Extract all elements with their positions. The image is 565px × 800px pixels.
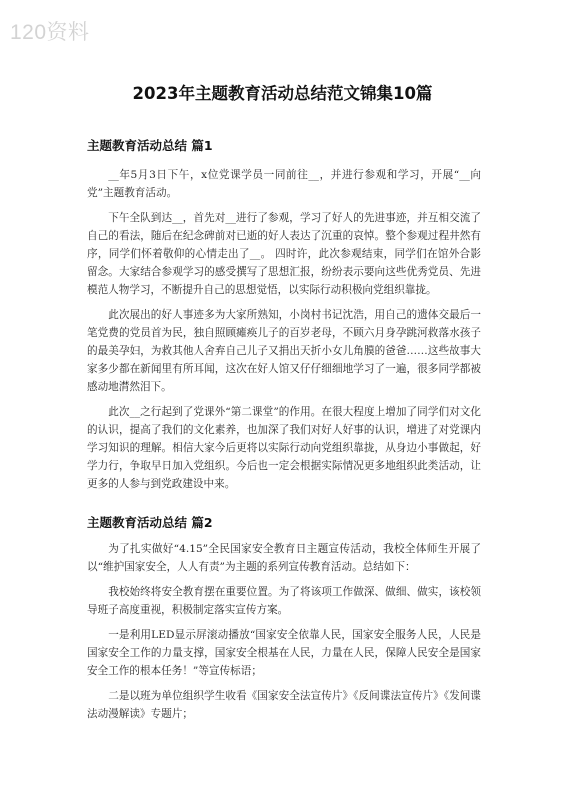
document-title: 2023年主题教育活动总结范文锦集10篇 <box>132 84 433 103</box>
section-heading: 主题教育活动总结 篇2 <box>87 515 213 530</box>
paragraph: 为了扎实做好“4.15”全民国家安全教育日主题宣传活动，我校全体师生开展了以“维护国家安全，人人有责”为主题的系列宣传教育活动。总结如下： <box>87 543 481 573</box>
paragraph: __年5月3日下午，x位党课学员一同前往__，并进行参观和学习，开展“__向党”主题教育活动。 <box>87 169 481 199</box>
paragraph: 此次展出的好人事迹多为大家所熟知，小岗村书记沈浩，用自己的遗体交最后一笔党费的党员首为民，独自照顾瘫痪儿子的百岁老母，不顾六月身孕跳河救落水孩子的最美孕妇，为救其他人舍弃自己儿子又捐出天折小女儿角膜的爸爸……这些故事大家多少都在新闻里有所耳闻，这次在好人馆又仔仔细细地学习了一遍，很多同学都被感动地潸然泪下。 <box>87 309 481 393</box>
watermark: 120资料 <box>10 21 90 44</box>
paragraph: 我校始终将安全教育摆在重要位置。为了将该项工作做深、做细、做实，该校领导班子高度重视，积极制定落实宣传方案。 <box>87 586 481 616</box>
section-2 <box>87 513 481 730</box>
section-1 <box>87 136 481 500</box>
paragraph: 下午全队到达__，首先对__进行了参观，学习了好人的先进事迹，并互相交流了自己的看法，随后在纪念碑前对已逝的好人表达了沉重的哀悼。整个参观过程井然有序，同学们怀着敬仰的心情走出了__。 四时许，此次参观结束，同学们在馆外合影留念。大家结合参观学习的感受撰写了思想汇报，纷纷表示要向这些优秀党员、先进模范人物学习，不断提升自己的思想觉悟，以实际行动积极向党组织靠拢。 <box>87 212 481 296</box>
paragraph: 此次__之行起到了党课外“第二课堂”的作用。在很大程度上增加了同学们对文化的认识，提高了我们的文化素养，也加深了我们对好人好事的认识，增进了对党课内学习知识的理解。相信大家今后更将以实际行动向党组织靠拢，从身边小事做起，好学力行，争取早日加入党组织。今后也一定会根据实际情况更多地组织此类活动，让更多的人参与到党政建设中来。 <box>87 406 481 490</box>
section-heading: 主题教育活动总结 篇1 <box>87 138 213 153</box>
paragraph: 一是利用LED显示屏滚动播放“国家安全依靠人民，国家安全服务人民，人民是国家安全工作的力量支撑，国家安全根基在人民，力量在人民，保障人民安全是国家安全工作的根本任务！”等宣传标语； <box>87 629 481 677</box>
paragraph: 二是以班为单位组织学生收看《国家安全法宣传片》《反间谍法宣传片》《发间谍法动漫解读》专题片； <box>87 690 481 720</box>
